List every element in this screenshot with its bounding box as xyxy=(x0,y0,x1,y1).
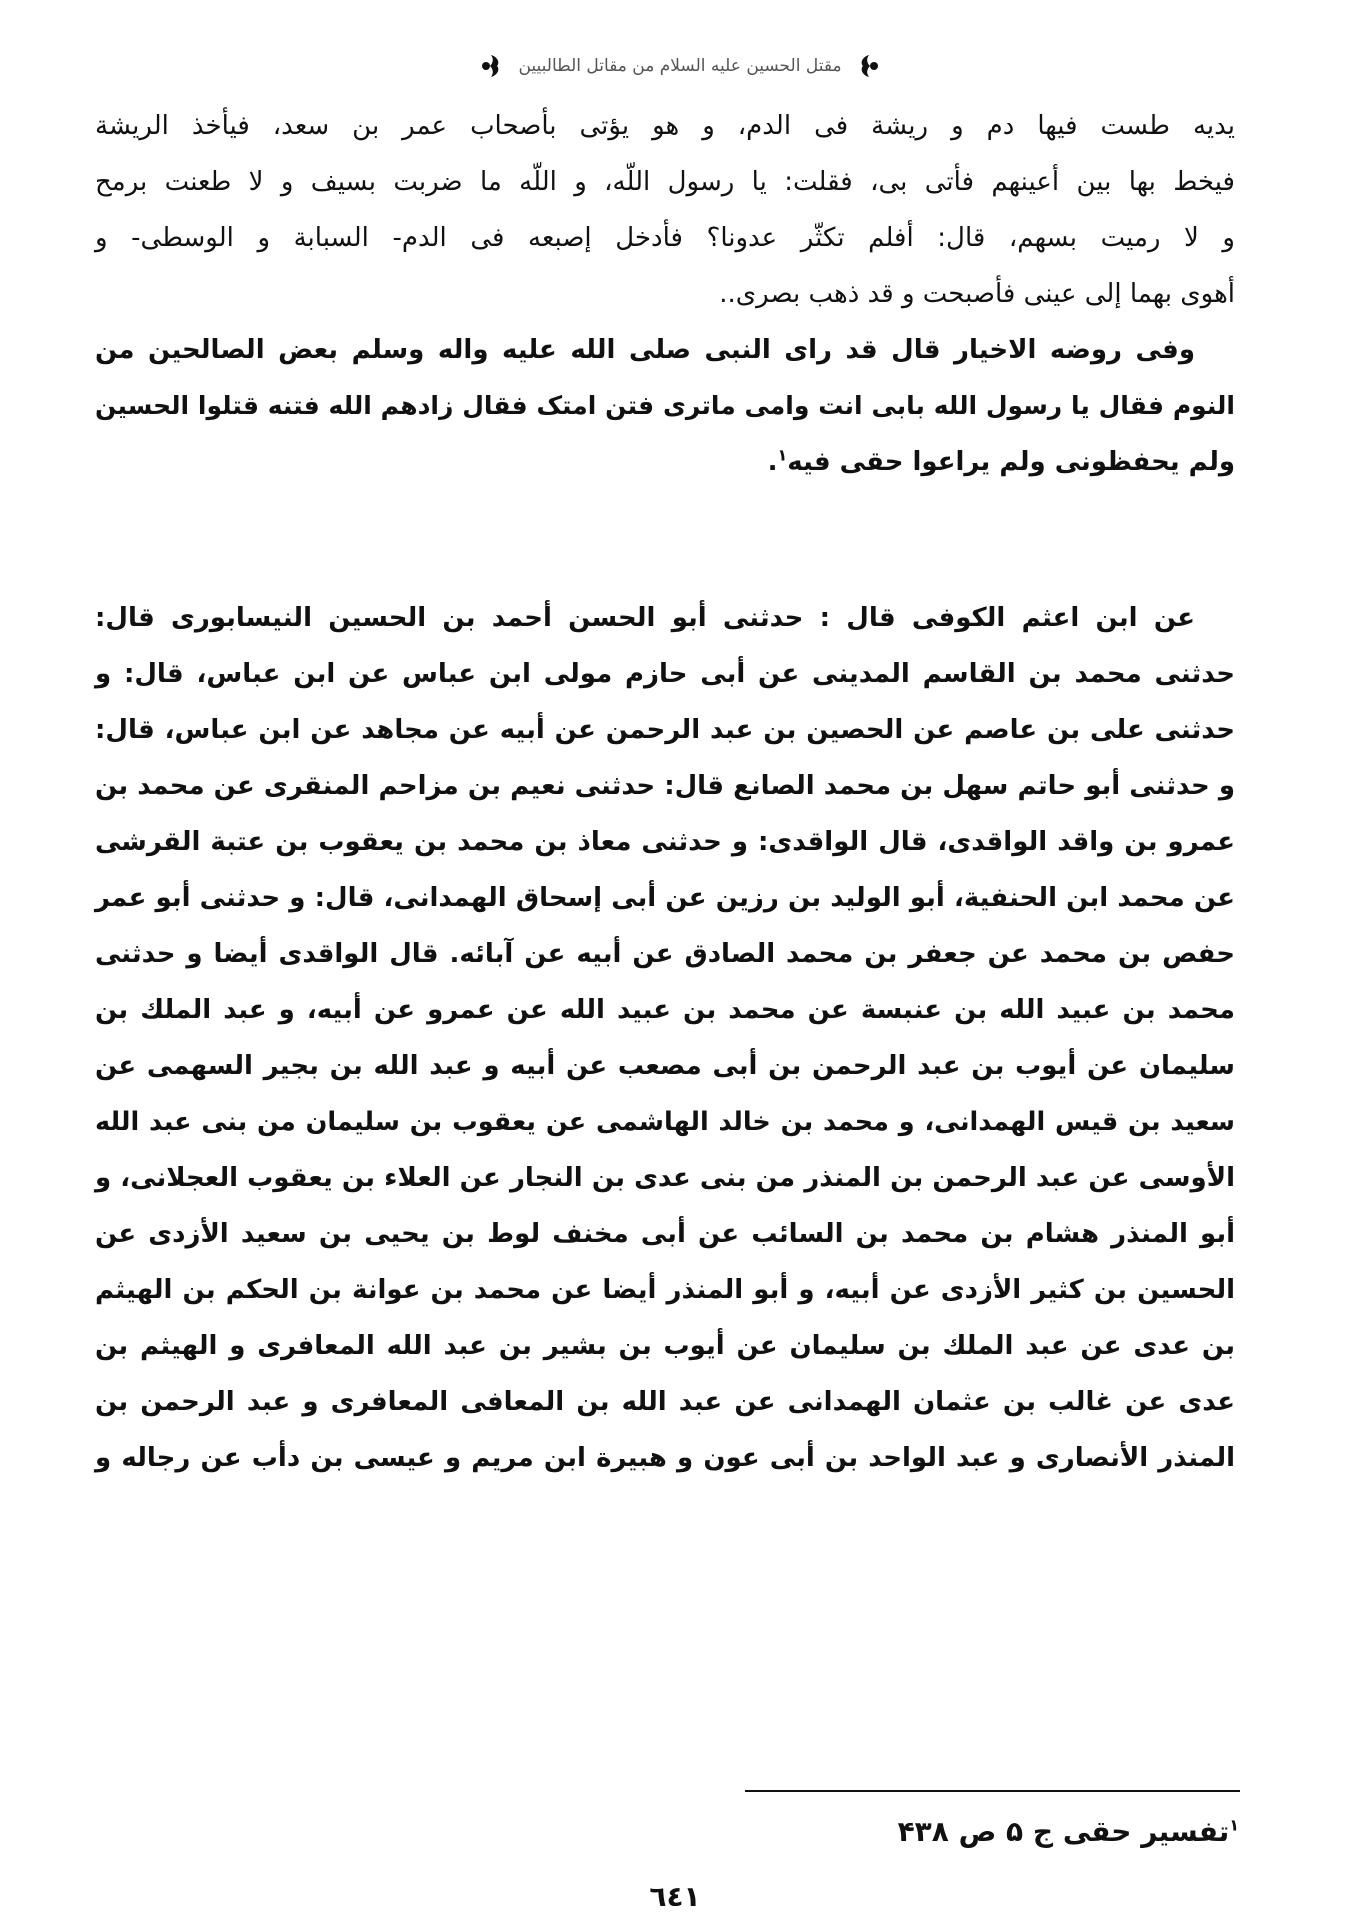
text-line: يديه طست فيها دم و ريشة فى الدم، و هو يؤتى بأصحاب عمر بن سعد، فيأخذ الريشة xyxy=(95,111,1235,141)
text-line: و لا رميت بسهم، قال: أفلم تكثّر عدونا؟ فأدخل إصبعه فى الدم- السبابة و الوسطى- و xyxy=(95,223,1235,253)
text-line: عن ابن اعثم الكوفى قال : حدثنى أبو الحسن أحمد بن الحسين النيسابورى قال: xyxy=(95,603,1195,633)
text-line: المنذر الأنصارى و عبد الواحد بن أبى عون و هبيرة ابن مريم و عيسى بن دأب عن رجاله و xyxy=(95,1443,1235,1473)
text-line: محمد بن عبيد الله بن عنبسة عن محمد بن عبيد الله عن عمرو عن أبيه، و عبد الملك بن xyxy=(95,995,1235,1025)
paragraph-1 xyxy=(95,98,1235,322)
text-line: سليمان عن أيوب بن عبد الرحمن بن أبى مصعب عن أبيه و عبد الله بن بجير السهمى عن xyxy=(95,1051,1235,1081)
text-line: النوم فقال يا رسول الله بابى انت وامى ماترى فتن امتک فقال زادهم الله فتنه قتلوا الحسين xyxy=(95,391,1235,420)
text-line: بن عدى عن عبد الملك بن سليمان عن أيوب بن بشير بن عبد الله المعافرى و الهيثم بن xyxy=(95,1331,1235,1361)
running-header xyxy=(420,46,940,86)
text-line-content: ولم يحفظونى ولم يراعوا حقى فيه xyxy=(787,447,1235,477)
paragraph-2 xyxy=(95,322,1235,490)
text-line: أبو المنذر هشام بن محمد بن السائب عن أبى مخنف لوط بن يحيى بن سعيد الأزدى عن xyxy=(95,1219,1235,1249)
text-line: أهوى بهما إلى عينى فأصبحت و قد ذهب بصرى.. xyxy=(719,279,1235,309)
text-line: حفص بن محمد عن جعفر بن محمد الصادق عن أبيه عن آبائه. قال الواقدى أيضا و حدثنى xyxy=(95,939,1235,969)
text-line: و حدثنى أبو حاتم سهل بن محمد الصانع قال: حدثنى نعيم بن مزاحم المنقرى عن محمد بن xyxy=(95,771,1235,801)
footnote-mark: ١ xyxy=(1229,1815,1239,1835)
text-line: حدثنى محمد بن القاسم المدينى عن أبى حازم مولى ابن عباس عن ابن عباس، قال: و xyxy=(95,659,1235,689)
text-block-2 xyxy=(95,590,1235,1486)
ornament-icon xyxy=(856,53,882,79)
text-line: ولم يحفظونى ولم يراعوا حقى فيه$^١$. xyxy=(767,445,1235,477)
text-line: عن محمد ابن الحنفية، أبو الوليد بن رزين عن أبى إسحاق الهمدانى، قال: و حدثنى أبو عمر xyxy=(95,883,1235,913)
page-number: ٦٤١ xyxy=(649,1880,701,1913)
header-title: مقتل الحسين علیه السلام من مقاتل الطالبیین xyxy=(518,56,842,76)
paragraph-3 xyxy=(95,590,1235,1486)
text-block-1 xyxy=(95,98,1235,490)
footnote-text: تفسير حقى ج ۵ ص ۴۳۸ xyxy=(897,1815,1230,1848)
text-line: حدثنى على بن عاصم عن الحصين بن عبد الرحمن عن أبيه عن مجاهد عن ابن عباس، قال: xyxy=(95,715,1235,745)
text-line: عمرو بن واقد الواقدى، قال الواقدى: و حدثنى معاذ بن محمد بن يعقوب بن عتبة القرشى xyxy=(95,827,1235,857)
text-line: فيخط بها بين أعينهم فأتى بى، فقلت: يا رسول اللّه، و اللّه ما ضربت بسيف و لا طعنت برمح xyxy=(95,167,1235,197)
footnote xyxy=(898,1815,1239,1848)
text-line: عدى عن غالب بن عثمان الهمدانى عن عبد الله بن المعافى المعافرى و عبد الرحمن بن xyxy=(95,1387,1235,1417)
text-line: وفى روضه الاخيار قال قد راى النبى صلى الله عليه واله وسلم بعض الصالحين من xyxy=(95,335,1195,365)
footnote-mark: ١ xyxy=(777,445,788,465)
text-line: الحسين بن كثير الأزدى عن أبيه، و أبو المنذر أيضا عن محمد بن عوانة بن الحكم بن الهيثم xyxy=(95,1275,1235,1305)
ornament-icon xyxy=(478,53,504,79)
footnote-separator xyxy=(745,1790,1240,1792)
text-line: سعيد بن قيس الهمدانى، و محمد بن خالد الهاشمى عن يعقوب بن سليمان من بنى عبد الله xyxy=(95,1107,1235,1137)
text-line: الأوسى عن عبد الرحمن بن المنذر من بنى عدى بن النجار عن العلاء بن يعقوب العجلانى، و xyxy=(95,1163,1235,1193)
